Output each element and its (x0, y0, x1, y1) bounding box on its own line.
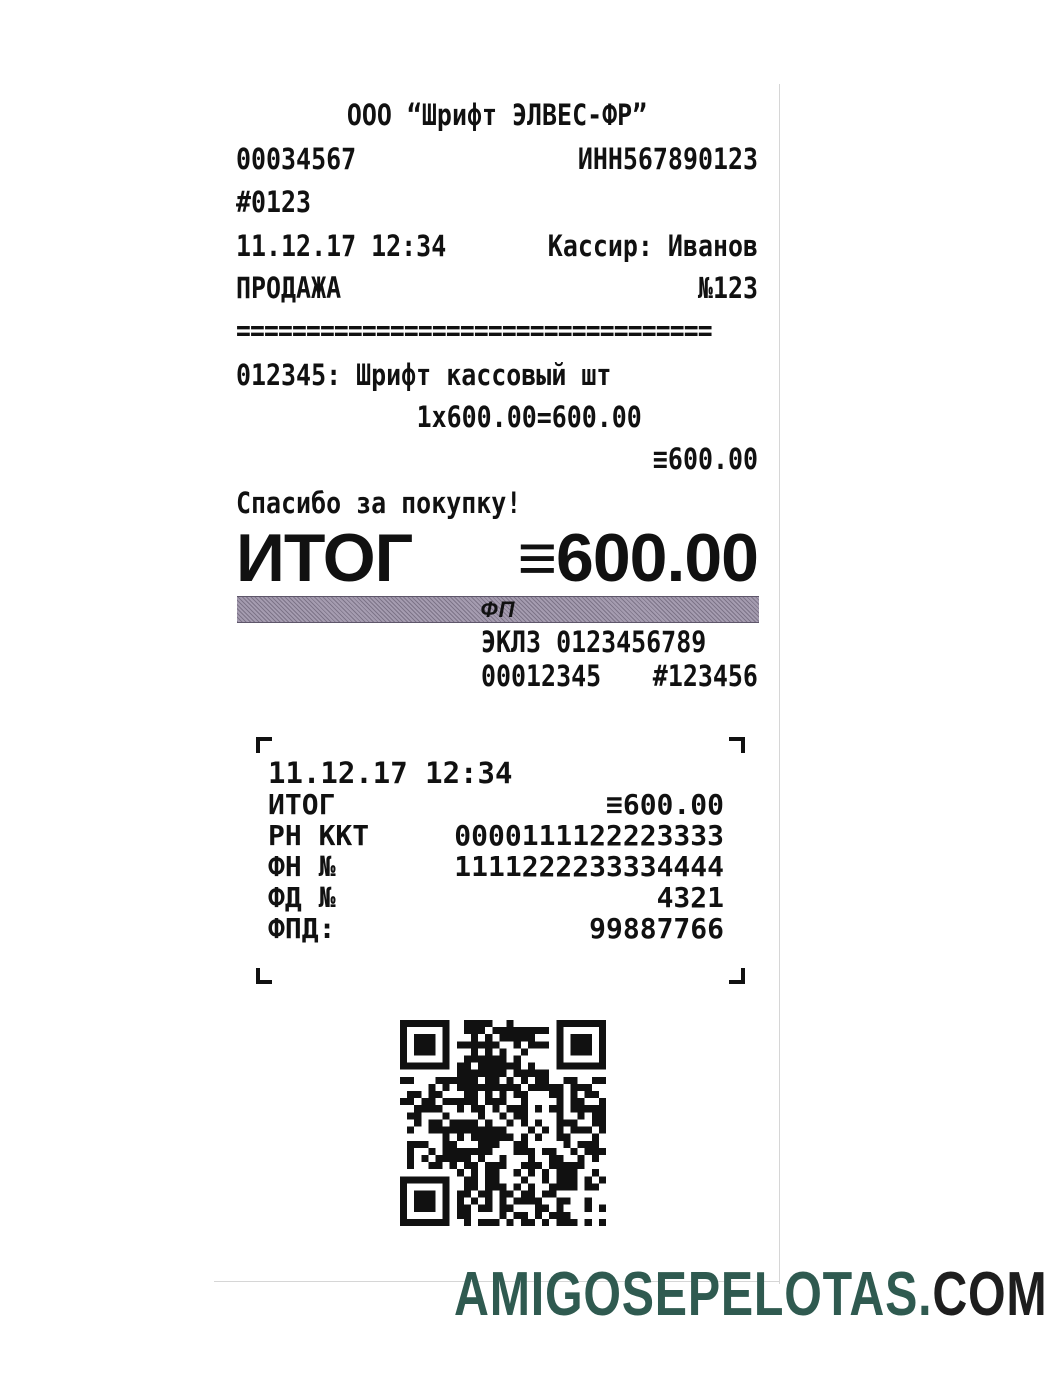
total-row (236, 520, 758, 596)
watermark-main: AMIGOSEPELOTAS. (454, 1260, 933, 1329)
receipt-datetime: 11.12.17 12:34 (236, 229, 447, 263)
fiscal-row-label: ФН № (268, 850, 336, 883)
fiscal-row-value: 1111222233334444 (454, 850, 724, 883)
fiscal-row (268, 913, 724, 944)
company-name-text: ООО “Шрифт ЭЛВЕС-ФР” (346, 98, 648, 132)
fp-number: #123456 (652, 659, 758, 693)
frame-corner-top-right (729, 737, 745, 753)
datetime-row (236, 228, 758, 264)
watermark-tld: COM (932, 1260, 1048, 1329)
fp-code-row (481, 658, 758, 694)
cashier: Кассир: Иванов (547, 229, 759, 263)
item-line: 012345: Шрифт кассовый шт (236, 358, 612, 392)
inn: ИНН567890123 (577, 142, 759, 176)
fp-code: 00012345 (481, 659, 602, 693)
fiscal-row-label: ФПД: (268, 912, 336, 945)
separator: ================================== (236, 313, 712, 347)
operation-type: ПРОДАЖА (236, 271, 342, 305)
qr-code-icon (400, 1020, 606, 1226)
fiscal-row-label: РН ККТ (268, 819, 370, 852)
eklz: ЭКЛЗ 0123456789 (481, 625, 707, 659)
thanks-message: Спасибо за покупку! (236, 486, 522, 520)
item-calc: 1x600.00=600.00 (416, 400, 642, 434)
fiscal-row-value: 4321 (656, 881, 724, 914)
frame-corner-bottom-left (256, 968, 272, 984)
operation-row (236, 270, 758, 306)
fiscal-row-value: 99887766 (589, 912, 724, 945)
fiscal-row (268, 789, 724, 820)
fiscal-row (268, 820, 724, 851)
fp-band (237, 596, 759, 623)
fiscal-row-label: ФД № (268, 881, 336, 914)
shop-number: #0123 (236, 185, 312, 219)
reg-number: 00034567 (236, 142, 357, 176)
fp-label: ФП (480, 597, 516, 622)
watermark (454, 1262, 1047, 1328)
item-sum: ≡600.00 (652, 442, 759, 476)
receipt-number: №123 (697, 271, 759, 305)
fiscal-datetime: 11.12.17 12:34 (268, 756, 513, 790)
fiscal-row (268, 851, 724, 882)
fiscal-row-value: 0000111122223333 (454, 819, 724, 852)
reg-row (236, 141, 758, 177)
fiscal-row-value: ≡600.00 (605, 788, 724, 821)
fiscal-block (268, 758, 724, 944)
total-label: ИТОГ (236, 520, 413, 596)
receipt-edge (779, 84, 780, 1284)
fiscal-row-label: ИТОГ (268, 788, 336, 821)
frame-corner-top-left (256, 737, 272, 753)
fiscal-row (268, 882, 724, 913)
total-value: ≡600.00 (517, 520, 758, 596)
company-name (236, 97, 758, 133)
frame-corner-bottom-right (729, 968, 745, 984)
